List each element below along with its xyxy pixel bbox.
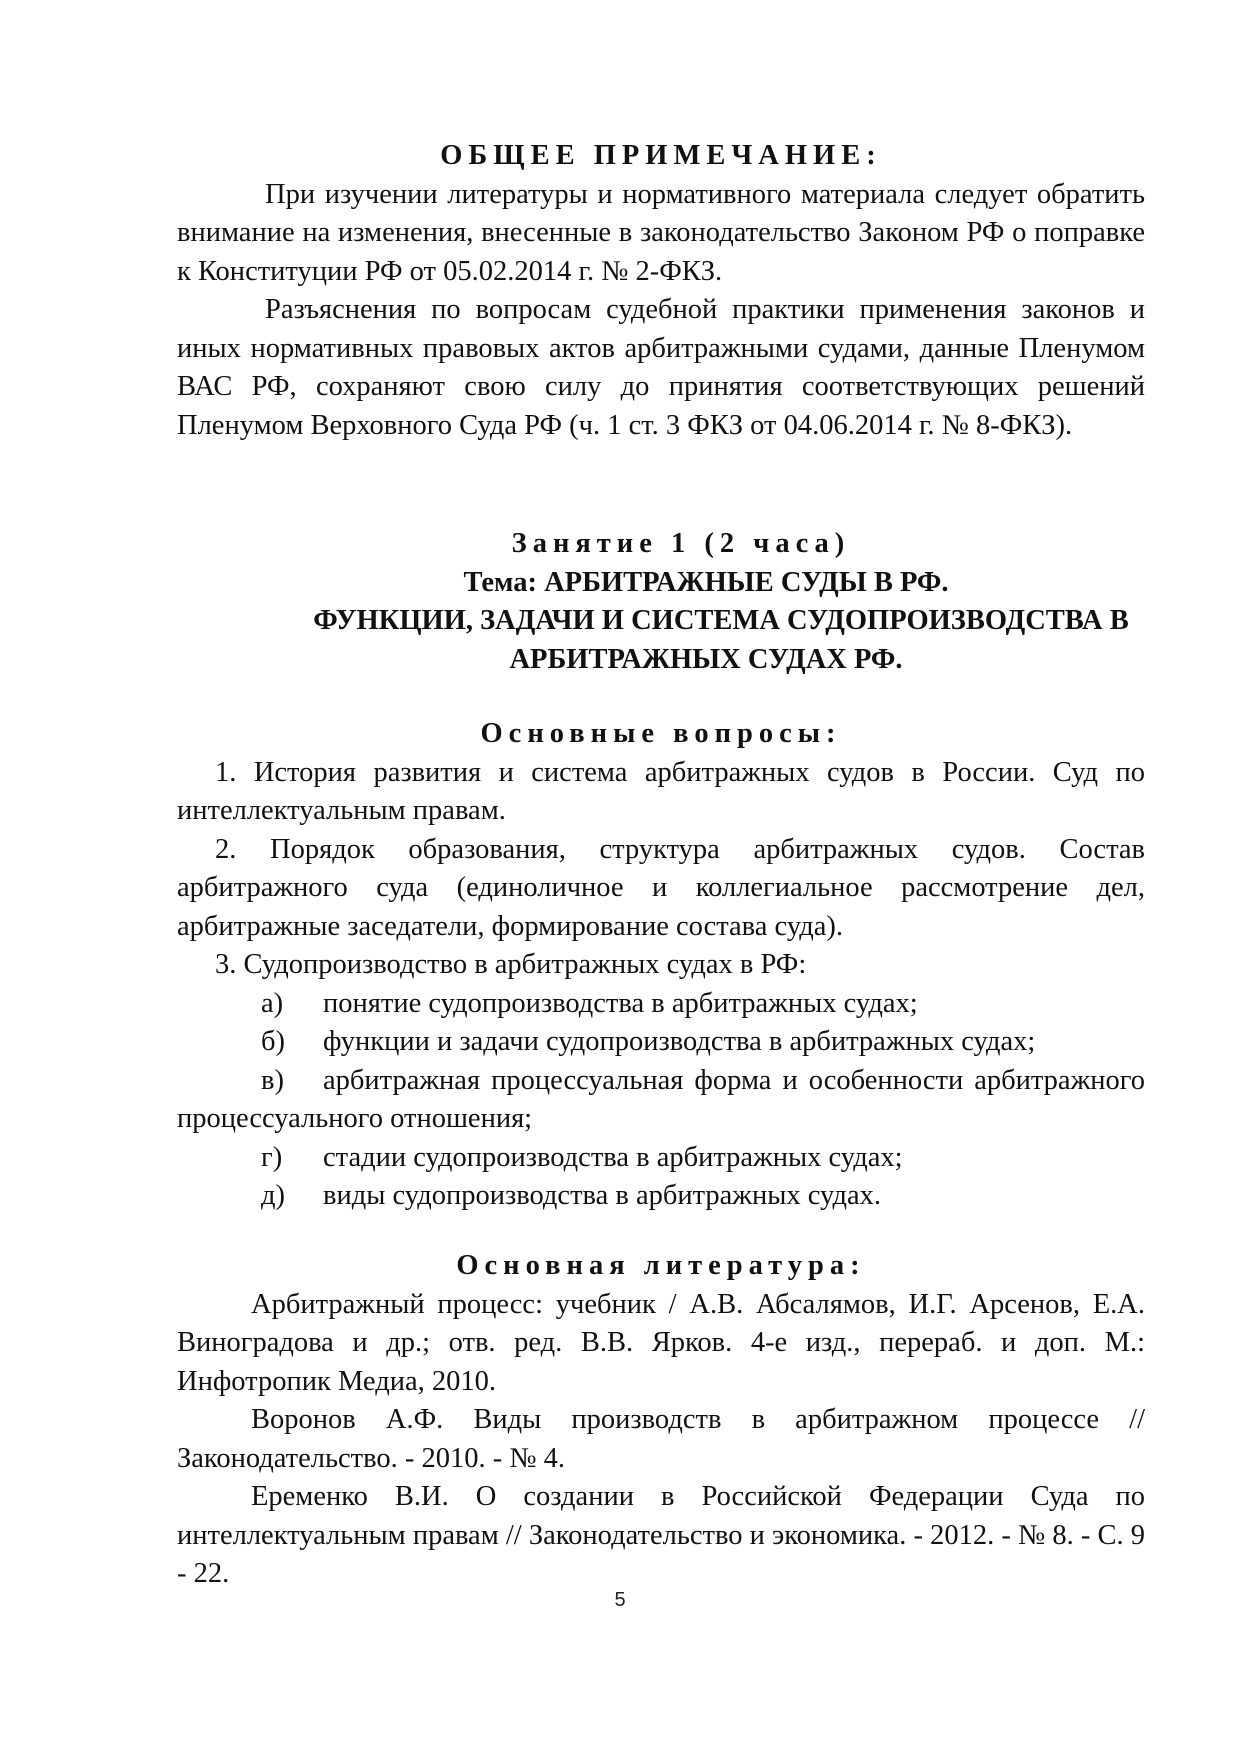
- question-item: 1. История развития и система арбитражных судов в России. Суд по интеллектуальным правам.: [177, 756, 1145, 826]
- questions-heading: Основные вопросы:: [480, 718, 842, 749]
- question-subitem: б) функции и задачи судопроизводства в арбитражных судах;: [261, 1026, 1036, 1057]
- general-note-section: [177, 137, 1145, 445]
- general-note-heading: ОБЩЕЕ ПРИМЕЧАНИЕ:: [440, 140, 882, 171]
- general-note-paragraph: При изучении литературы и нормативного материала следует обратить внимание на изменения, внесенные в законодательство Законом РФ о поправке к Конституции РФ от 05.02.2014 г. № 2-ФКЗ.: [177, 178, 1145, 287]
- lesson-header: [177, 525, 1145, 679]
- literature-entry: Арбитражный процесс: учебник / А.В. Абсалямов, И.Г. Арсенов, Е.А. Виноградова и др.; отв. ред. В.В. Ярков. 4-е изд., перераб. и доп. М.: Инфотропик Медиа, 2010.: [177, 1288, 1145, 1397]
- question-subitem: д) виды судопроизводства в арбитражных судах.: [261, 1180, 882, 1211]
- question-item: 2. Порядок образования, структура арбитражных судов. Состав арбитражного суда (единоличное и коллегиальное рассмотрение дел, арбитражные заседатели, формирование состава суда).: [177, 833, 1145, 942]
- literature-heading: Основная литература:: [456, 1250, 866, 1281]
- question-subitem: в) арбитражная процессуальная форма и особенности арбитражного процессуального отношения;: [177, 1064, 1145, 1134]
- page-number: 5: [614, 1589, 626, 1611]
- literature-section: [177, 1247, 1145, 1594]
- lesson-topic-line: АРБИТРАЖНЫХ СУДАХ РФ.: [509, 643, 903, 675]
- lesson-title: Занятие 1 (2 часа): [511, 528, 851, 559]
- question-item: 3. Судопроизводство в арбитражных судах в РФ:: [215, 949, 807, 980]
- lesson-topic-line: ФУНКЦИИ, ЗАДАЧИ И СИСТЕМА СУДОПРОИЗВОДСТВА В: [313, 605, 1129, 636]
- questions-section: [177, 715, 1145, 1216]
- literature-entry: Еременко В.И. О создании в Российской Федерации Суда по интеллектуальным правам // Законодательство и экономика. - 2012. - № 8. - С. 9 - 22.: [177, 1481, 1145, 1589]
- question-subitem: г) стадии судопроизводства в арбитражных судах;: [261, 1141, 903, 1173]
- question-subitem: а) понятие судопроизводства в арбитражных судах;: [261, 987, 918, 1019]
- literature-entry: Воронов А.Ф. Виды производств в арбитражном процессе // Законодательство. - 2010. - № 4.: [177, 1404, 1145, 1474]
- general-note-paragraph: Разъяснения по вопросам судебной практики применения законов и иных нормативных правовых актов арбитражными судами, данные Пленумом ВАС РФ, сохраняют свою силу до принятия соответствующих решений Пленумом Верховного Суда РФ (ч. 1 ст. 3 ФКЗ от 04.06.2014 г. № 8-ФКЗ).: [177, 294, 1145, 441]
- lesson-topic-line: Тема: АРБИТРАЖНЫЕ СУДЫ В РФ.: [463, 566, 949, 598]
